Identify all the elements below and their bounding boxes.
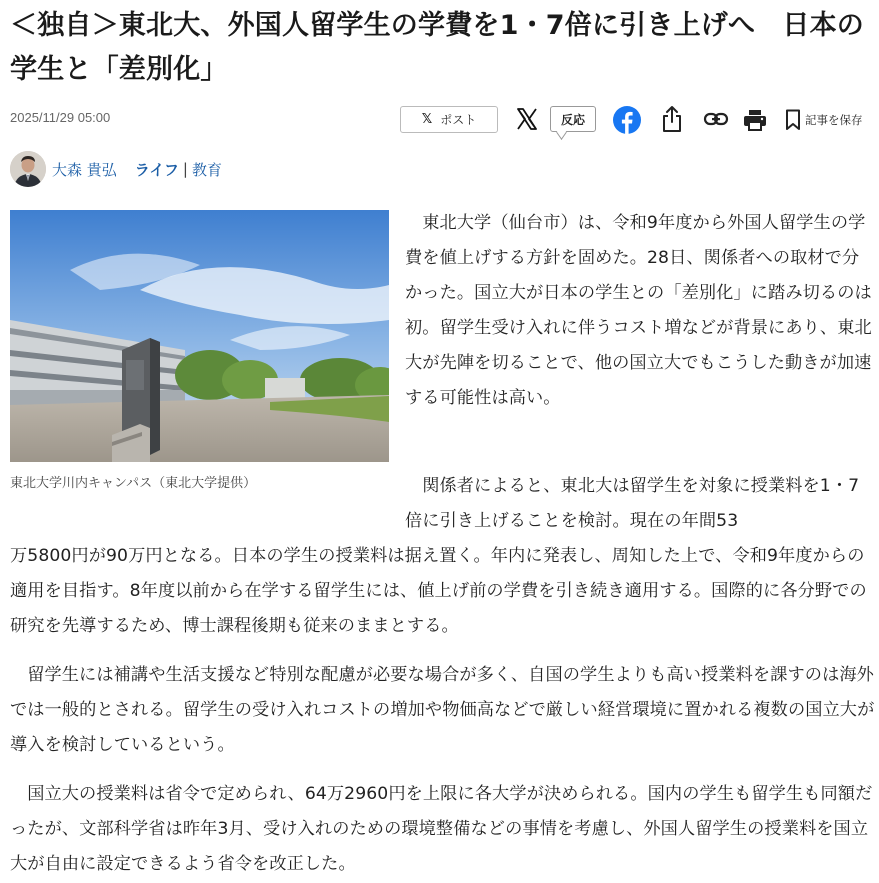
post-button-label: ポスト — [440, 113, 477, 127]
author-name-link[interactable]: 大森 貴弘 — [52, 160, 117, 179]
x-logo-icon[interactable] — [515, 107, 539, 131]
bookmark-icon — [785, 109, 801, 131]
save-article-button[interactable] — [785, 107, 863, 133]
x-small-icon: 𝕏 — [421, 112, 433, 127]
article-headline: ＜独自＞東北大、外国人留学生の学費を1・7倍に引き上げへ 日本の学生と「差別化」 — [10, 10, 864, 85]
article-paragraph-3: 留学生には補講や生活支援など特別な配慮が必要な場合が多く、自国の学生よりも高い授業料を課すのは海外では一般的とされる。留学生の受け入れコストの増加や物価高などで厳しい経営環境に置かれる複数の国立大が導入を検討しているという。 — [10, 665, 875, 755]
save-article-label: 記事を保存 — [805, 113, 863, 127]
meta-toolbar — [10, 104, 876, 136]
author-photo-icon — [10, 151, 46, 187]
article-figure — [10, 210, 389, 491]
reaction-button[interactable] — [550, 106, 596, 132]
byline — [10, 150, 222, 188]
author-avatar[interactable] — [10, 151, 46, 187]
link-icon[interactable] — [703, 109, 729, 129]
category-link[interactable]: ライフ — [134, 160, 179, 179]
subcategory-link[interactable]: 教育 — [191, 160, 222, 179]
facebook-icon[interactable] — [613, 106, 641, 134]
share-icon[interactable] — [660, 105, 684, 133]
reaction-button-label: 反応 — [560, 112, 585, 127]
campus-photo[interactable] — [10, 210, 389, 462]
post-to-x-button[interactable] — [400, 106, 498, 133]
print-icon[interactable] — [743, 109, 767, 131]
category-separator: | — [182, 160, 188, 178]
article-paragraph-2-continued: 万5800円が90万円となる。日本の学生の授業料は据え置く。年内に発表し、周知した上で、令和9年度からの適用を目指す。8年度以前から在学する留学生には、値上げ前の学費を引き続き適用する。国際的に各分野での研究を先導するため、博士課程後期も従来のままとする。 — [10, 546, 867, 636]
article-paragraph-4: 国立大の授業料は省令で定められ、64万2960円を上限に各大学が決められる。国内の学生も留学生も同額だったが、文部科学省は昨年3月、受け入れのための環境整備などの事情を考慮し、外国人留学生の授業料を国立大が自由に設定できるよう省令を改正した。 — [10, 784, 873, 874]
article-paragraph-2-start: 関係者によると、東北大は留学生を対象に授業料を1・7倍に引き上げることを検討。現在の年間53 — [405, 476, 860, 531]
publish-date: 2025/11/29 05:00 — [10, 110, 111, 125]
article-paragraph-1: 東北大学（仙台市）は、令和9年度から外国人留学生の学費を値上げする方針を固めた。28日、関係者への取材で分かった。国立大が日本の学生との「差別化」に踏み切るのは初。留学生受け入れに伴うコスト増などが背景にあり、東北大が先陣を切ることで、他の国立大でもこうした動きが加速する可能性は高い。 — [405, 213, 872, 408]
photo-caption: 東北大学川内キャンパス（東北大学提供） — [10, 476, 257, 491]
